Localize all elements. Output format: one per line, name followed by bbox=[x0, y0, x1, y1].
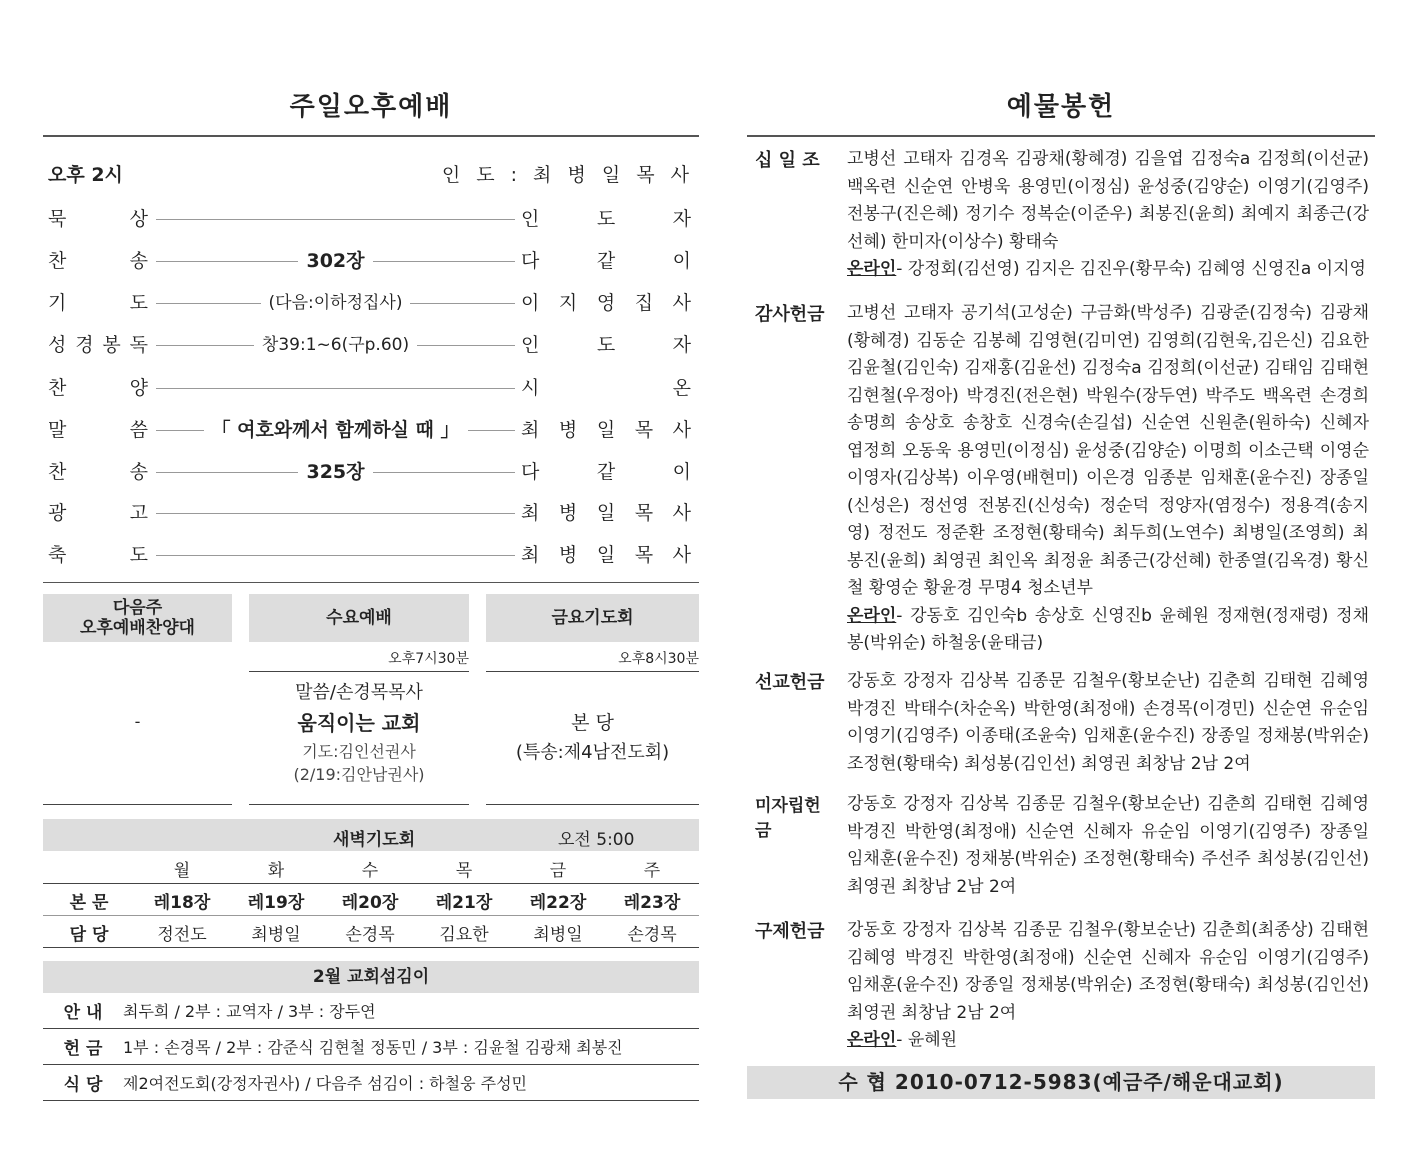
duty-cell: 정전도 bbox=[157, 925, 207, 945]
order-item bbox=[43, 457, 699, 487]
order-item bbox=[43, 204, 699, 234]
wednesday-service-title: 수요예배 bbox=[249, 594, 469, 642]
volunteer-names: 1부 : 손경목 / 2부 : 감준식 김현철 정동민 / 3부 : 김윤철 김광채 최봉진 bbox=[123, 1038, 623, 1057]
donor-list: 강동호 강정자 김상복 김종문 김철우(황보순난) 김춘희 김태현 김혜영 박경진 박한영(최정애) 신순연 신혜자 유순임 이영기(김영주) 장종일 임채훈(윤수진) 정채봉(박위순) 조정현(황태숙) 주선주 최성봉(김인선) 최영권 최창남 2남 2여 bbox=[847, 794, 1369, 897]
volunteer-role: 안 내 bbox=[63, 1003, 103, 1023]
order-item-name: 찬 송 bbox=[48, 250, 148, 272]
order-item-detail-text: 302장 bbox=[298, 250, 372, 272]
volunteer-role: 식 당 bbox=[63, 1075, 103, 1095]
scripture-cell: 레19장 bbox=[247, 893, 305, 913]
duty-cell: 손경목 bbox=[345, 925, 395, 945]
order-item-name: 찬 양 bbox=[48, 377, 148, 399]
donor-list: 고병선 고태자 김경옥 김광채(황혜경) 김을엽 김정숙a 김정희(이선균) 백옥련 신순연 안병욱 용영민(이정심) 윤성중(김양순) 이영기(김영주) 전봉구(진은혜) 정기수 정복순(이준우) 최봉진(윤희) 최예지 최종근(강선혜) 한미자(이상수) 황태숙 bbox=[847, 149, 1369, 252]
order-item-name: 말 씀 bbox=[48, 419, 148, 441]
divider bbox=[43, 883, 699, 884]
wednesday-prayer: 기도:김인선권사 bbox=[302, 742, 416, 761]
order-item-person: 인 도 자 bbox=[521, 334, 691, 356]
scripture-cell: 레20장 bbox=[341, 893, 399, 913]
duty-cell: 김요한 bbox=[439, 925, 489, 945]
order-item bbox=[43, 246, 699, 276]
donor-list: 강동호 강정자 김상복 김종문 김철우(황보순난) 김춘희(최종상) 김태현 김혜영 박경진 박한영(최정애) 신순연 신혜자 유순임 이영기(김영주) 임채훈(윤수진) 장종일 정채봉(박위순) 조정현(황태숙) 최성봉(김인선) 최영권 최창남 2남 2여 bbox=[847, 920, 1369, 1023]
order-item-person: 최 병 일 목 사 bbox=[521, 502, 691, 524]
choir-box-title: 다음주 오후예배찬양대 bbox=[43, 594, 232, 642]
order-item bbox=[43, 330, 699, 360]
dotted-leader bbox=[156, 388, 515, 389]
page-title: 주일오후예배 bbox=[289, 92, 453, 122]
order-item-person: 다 같 이 bbox=[521, 461, 691, 483]
offering-category: 감사헌금 bbox=[755, 304, 825, 325]
volunteer-row bbox=[43, 1029, 699, 1065]
volunteers-title: 2월 교회섬김이 bbox=[43, 961, 699, 993]
friday-special-song: (특송:제4남전도회) bbox=[515, 742, 670, 763]
dotted-leader bbox=[156, 555, 515, 556]
bank-account: 수 협 2010-0712-5983(예금주/해운대교회) bbox=[747, 1066, 1375, 1099]
wednesday-sermon-title: 움직이는 교회 bbox=[297, 711, 421, 735]
day-label: 수 bbox=[361, 861, 379, 881]
divider bbox=[43, 915, 699, 916]
order-item-name: 기 도 bbox=[48, 292, 148, 314]
divider bbox=[747, 135, 1375, 137]
order-item-detail-text: 325장 bbox=[298, 461, 372, 483]
volunteer-names: 제2여전도회(강정자권사) / 다음주 섬김이 : 하철웅 주성민 bbox=[123, 1074, 527, 1093]
order-item-detail bbox=[156, 246, 515, 273]
order-item bbox=[43, 288, 699, 318]
divider bbox=[43, 804, 232, 805]
volunteer-names: 최두희 / 2부 : 교역자 / 3부 : 장두연 bbox=[123, 1002, 376, 1021]
offerings-title: 예물봉헌 bbox=[1006, 92, 1116, 122]
order-item-detail bbox=[156, 415, 515, 442]
offering-names bbox=[847, 791, 1369, 901]
friday-prayer-title: 금요기도회 bbox=[486, 594, 699, 642]
order-item-detail-text: 창39:1~6(구p.60) bbox=[254, 335, 417, 355]
order-item bbox=[43, 498, 699, 528]
volunteer-role: 헌 금 bbox=[63, 1039, 103, 1059]
order-item-person: 시 온 bbox=[521, 377, 691, 399]
online-label: 온라인 bbox=[847, 1030, 897, 1050]
offering-names bbox=[847, 300, 1369, 658]
offering-category: 구제헌금 bbox=[755, 921, 825, 942]
donor-list: 고병선 고태자 공기석(고성순) 구금화(박성주) 김광준(김정숙) 김광채(황혜경) 김동순 김봉혜 김영현(김미연) 김영희(김현욱,김은신) 김요한 김윤철(김인숙) 김재홍(김윤선) 김정숙a 김정희(이선균) 김태임 김태현 김현철(우정아) 박경진(전은현) 박원수(장두연) 박주도 백옥련 손경희 송명희 송상호 송창호 신경숙(손길섭) 신순연 신원춘(원하숙) 신혜자 엽정희 오동욱 용영민(이정심) 윤성중(김양순) 이명희 이소근택 이영순 이영자(김상복) 이우영(배현미) 이은경 임종분 임채훈(윤수진) 장종일(신성은) 정선영 전봉진(신성숙) 정순덕 정양자(염정수) 정용격(송지영) 정전도 정준환 조정현(황태숙) 최두희(노연수) 최병일(조영희) 최봉진(윤희) 최영권 최인옥 최정윤 최종근(강선혜) 한종열(김옥경) 황신철 황영순 황윤경 무명4 청소년부 bbox=[847, 303, 1369, 598]
dawn-prayer-time: 오전 5:00 bbox=[558, 830, 635, 850]
duty-cell: 최병일 bbox=[533, 925, 583, 945]
order-item-detail bbox=[156, 288, 515, 313]
offering-names bbox=[847, 146, 1369, 284]
order-item-detail bbox=[156, 330, 515, 355]
dawn-prayer-header bbox=[43, 819, 699, 851]
service-time: 오후 2시 bbox=[48, 164, 123, 186]
day-label: 월 bbox=[173, 861, 191, 881]
dawn-prayer-title: 새벽기도회 bbox=[333, 830, 416, 850]
divider bbox=[486, 804, 699, 805]
scripture-cell: 레21장 bbox=[435, 893, 493, 913]
order-item-detail bbox=[156, 457, 515, 484]
scripture-cell: 레18장 bbox=[153, 893, 211, 913]
order-item-name: 광 고 bbox=[48, 502, 148, 524]
day-label: 목 bbox=[455, 861, 473, 881]
order-item bbox=[43, 415, 699, 445]
order-item-name: 찬 송 bbox=[48, 461, 148, 483]
wednesday-preacher: 말씀/손경목목사 bbox=[295, 682, 423, 703]
order-item-detail-text: 「 여호와께서 함께하실 때 」 bbox=[204, 419, 468, 441]
order-item-detail-text: (다음:이하정집사) bbox=[261, 293, 411, 313]
dotted-leader bbox=[156, 513, 515, 514]
order-item-person: 최 병 일 목 사 bbox=[521, 419, 691, 441]
day-label: 주 bbox=[643, 861, 661, 881]
divider bbox=[43, 135, 699, 137]
dotted-leader bbox=[156, 219, 515, 220]
duty-cell: 최병일 bbox=[251, 925, 301, 945]
day-label: 화 bbox=[267, 861, 285, 881]
order-item-name: 성 경 봉 독 bbox=[48, 334, 148, 356]
choir-box-body: - bbox=[134, 712, 141, 731]
day-label: 금 bbox=[549, 861, 567, 881]
duty-cell: 손경목 bbox=[627, 925, 677, 945]
offering-names bbox=[847, 917, 1369, 1055]
online-donors: - 강정회(김선영) 김지은 김진우(황무숙) 김혜영 신영진a 이지영 bbox=[896, 259, 1366, 279]
order-item bbox=[43, 373, 699, 403]
dawn-text-row bbox=[43, 888, 699, 913]
service-leader: 인 도 : 최 병 일 목 사 bbox=[441, 164, 694, 186]
friday-prayer-body bbox=[486, 708, 699, 768]
wednesday-service-time: 오후7시30분 bbox=[249, 648, 469, 672]
row-label: 본 문 bbox=[69, 893, 109, 913]
order-item-person: 다 같 이 bbox=[521, 250, 691, 272]
divider bbox=[249, 804, 469, 805]
volunteer-row bbox=[43, 993, 699, 1029]
scripture-cell: 레23장 bbox=[623, 893, 681, 913]
order-item-person: 인 도 자 bbox=[521, 208, 691, 230]
scripture-cell: 레22장 bbox=[529, 893, 587, 913]
offering-category: 십 일 조 bbox=[755, 150, 820, 171]
divider bbox=[43, 947, 699, 948]
friday-prayer-time: 오후8시30분 bbox=[486, 648, 699, 672]
offering-category: 선교헌금 bbox=[755, 672, 825, 693]
divider bbox=[43, 582, 699, 583]
order-item-person: 이 지 영 집 사 bbox=[521, 292, 691, 314]
wednesday-service-body bbox=[249, 680, 469, 786]
online-donors: - 윤혜원 bbox=[896, 1030, 958, 1050]
order-item-name: 축 도 bbox=[48, 544, 148, 566]
row-label: 담 당 bbox=[69, 925, 109, 945]
dawn-duty-row bbox=[43, 920, 699, 945]
order-item bbox=[43, 540, 699, 570]
order-item-name: 묵 상 bbox=[48, 208, 148, 230]
offering-names bbox=[847, 668, 1369, 778]
online-label: 온라인 bbox=[847, 605, 897, 626]
dawn-days-row bbox=[43, 856, 699, 881]
wednesday-next-prayer: (2/19:김안남권사) bbox=[293, 765, 425, 784]
friday-location: 본 당 bbox=[571, 712, 614, 734]
offering-category: 미자립헌금 bbox=[755, 796, 821, 841]
volunteer-row bbox=[43, 1065, 699, 1101]
donor-list: 강동호 강정자 김상복 김종문 김철우(황보순난) 김춘희 김태현 김혜영 박경진 박태수(차순옥) 박한영(최정애) 손경목(이경민) 신순연 유순임 이영기(김영주) 이종태(조윤숙) 임채훈(윤수진) 장종일 정채봉(박위순) 조정현(황태숙) 최성봉(김인선) 최영권 최창남 2남 2여 bbox=[847, 671, 1369, 774]
online-label: 온라인 bbox=[847, 259, 897, 279]
online-donors: - 강동호 김인숙b 송상호 신영진b 윤혜원 정재현(정재령) 정채봉(박위순) 하철웅(윤태금) bbox=[847, 605, 1369, 653]
order-item-person: 최 병 일 목 사 bbox=[521, 544, 691, 566]
